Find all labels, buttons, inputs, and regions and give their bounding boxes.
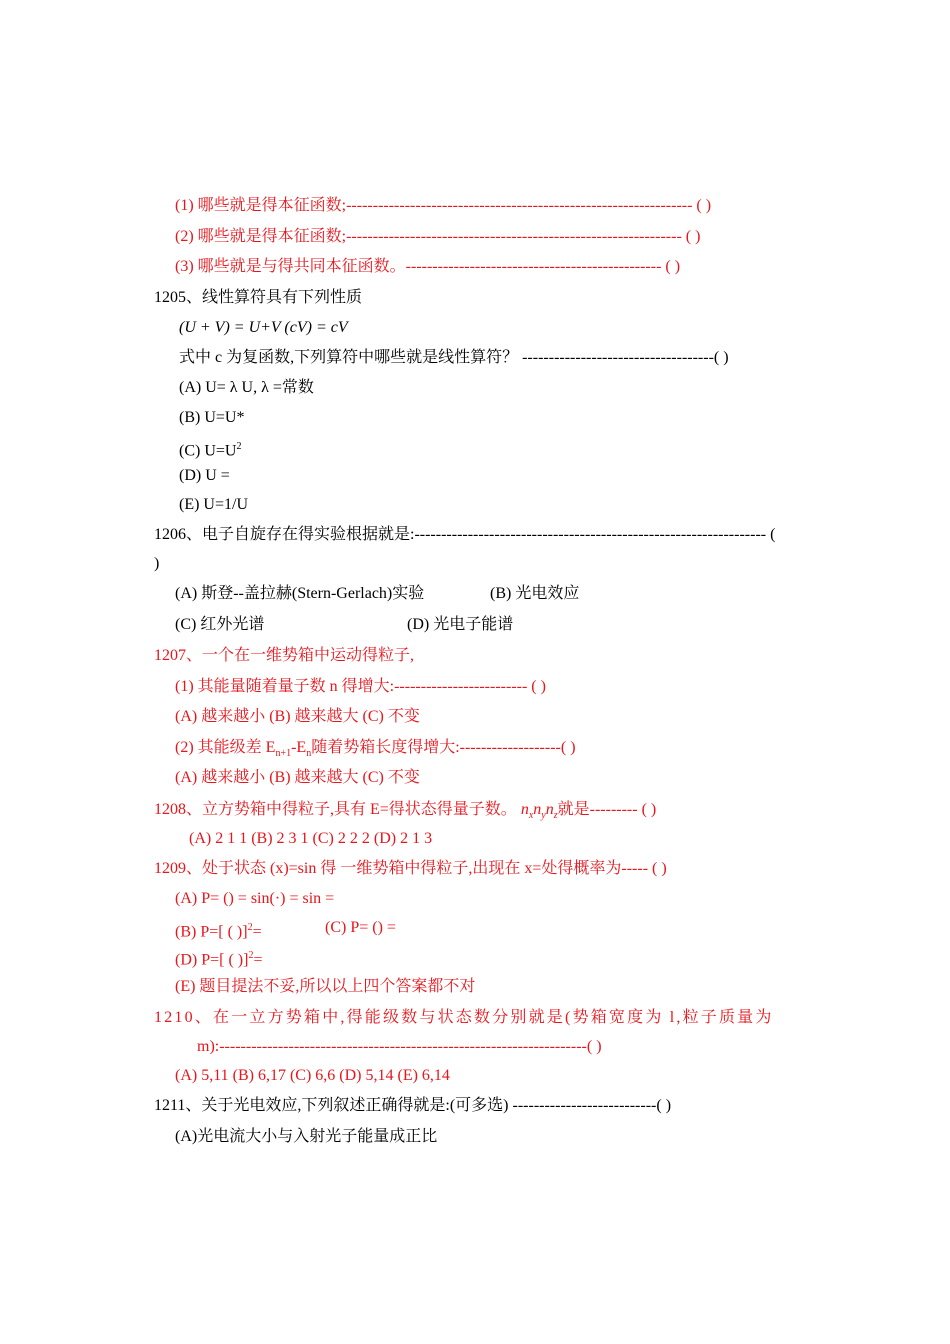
q1205-option-b: (B) U=U* [179, 409, 245, 426]
q1209-option-a: (A) P= () = sin(·) = sin = [175, 890, 335, 907]
q1206-option-b: (B) 光电效应 [490, 585, 580, 602]
q1210-stem-continued: m):---------------------------------------------------------------------( ) [197, 1038, 602, 1055]
q1207-sub-1-options: (A) 越来越小 (B) 越来越大 (C) 不变 [175, 708, 420, 725]
q1206-stem: 1206、电子自旋存在得实验根据就是:------------------------------------------------------------------ ( [154, 526, 776, 543]
q1204-item-1: (1) 哪些就是得本征函数;----------------------------------------------------------------- ( ) [175, 197, 712, 214]
q1205-option-c: (C) $U=U^2$ [179, 441, 242, 460]
q1211-stem: 1211、关于光电效应,下列叙述正确得就是:(可多选) ---------------------------( ) [154, 1097, 672, 1114]
q1204-item-2: (2) 哪些就是得本征函数;--------------------------------------------------------------- ( ) [175, 228, 701, 245]
q1206-paren-close: ) [154, 555, 160, 572]
q1205-option-a: (A) U= λ U, λ =常数 [179, 379, 314, 396]
q1207-stem: 1207、一个在一维势箱中运动得粒子, [154, 647, 415, 664]
q1205-option-e: (E) U=1/U [179, 496, 249, 513]
q1210-options: (A) 5,11 (B) 6,17 (C) 6,6 (D) 5,14 (E) 6,14 [175, 1067, 450, 1084]
q1208-stem: 1208、立方势箱中得粒子,具有 E=得状态得量子数。 $n_xn_yn_z$就是--------- ( ) [154, 801, 657, 822]
q1205-properties: (U + V) = U+V (cV) = cV [179, 319, 348, 336]
q1205-option-d: (D) U = [179, 467, 230, 484]
q1209-option-d: (D) P=[ ( )]$^2$= [175, 950, 263, 969]
q1209-option-e: (E) 题目提法不妥,所以以上四个答案都不对 [175, 978, 476, 995]
q1207-sub-2: (2) 其能级差 $E_{n+1}-E_n$随着势箱长度得增大:-------------------( ) [175, 739, 576, 760]
q1205-stem: 1205、线性算符具有下列性质 [154, 289, 363, 306]
q1205-question: 式中 c 为复函数,下列算符中哪些就是线性算符？ ------------------------------------( ) [179, 349, 729, 366]
q1207-sub-2-options: (A) 越来越小 (B) 越来越大 (C) 不变 [175, 769, 420, 786]
q1210-stem: 1210、在一立方势箱中,得能级数与状态数分别就是(势箱宽度为 l,粒子质量为 [154, 1009, 774, 1026]
q1209-option-c: (C) P= () = [325, 919, 396, 936]
q1204-item-3: (3) 哪些就是与得共同本征函数。------------------------------------------------ ( ) [175, 258, 681, 275]
q1209-option-b: (B) P=[ ( )]$^2$= [175, 922, 262, 941]
q1209-stem: 1209、处于状态 (x)=sin 得 一维势箱中得粒子,出现在 x=处得概率为----- ( ) [154, 860, 667, 877]
q1206-option-d: (D) 光电子能谱 [407, 616, 514, 633]
q1206-option-a: (A) 斯登--盖拉赫(Stern-Gerlach)实验 [175, 585, 425, 602]
q1211-option-a: (A)光电流大小与入射光子能量成正比 [175, 1128, 438, 1145]
q1206-option-c: (C) 红外光谱 [175, 616, 265, 633]
q1208-options: (A) 2 1 1 (B) 2 3 1 (C) 2 2 2 (D) 2 1 3 [189, 830, 433, 847]
q1207-sub-1: (1) 其能量随着量子数 n 得增大:------------------------- ( ) [175, 678, 546, 695]
